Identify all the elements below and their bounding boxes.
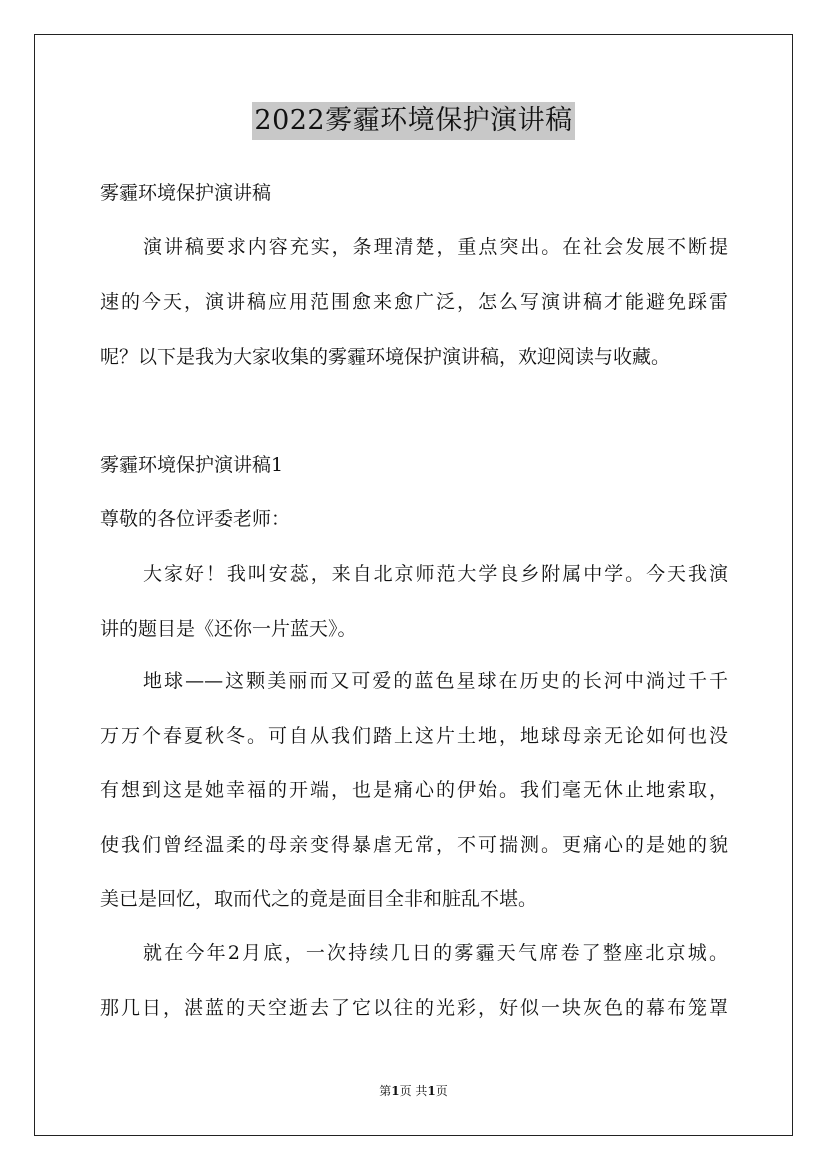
paragraph-line: 讲的题目是《还你一片蓝天》。 — [100, 618, 357, 640]
title-container — [0, 102, 827, 140]
page-footer — [0, 1083, 827, 1099]
paragraph-line: 演讲稿要求内容充实，条理清楚，重点突出。在社会发展不断提 — [143, 236, 728, 258]
salutation: 尊敬的各位评委老师： — [100, 508, 291, 530]
paragraph-line: 那几日，湛蓝的天空逝去了它以往的光彩，好似一块灰色的幕布笼罩 — [100, 997, 728, 1019]
section-heading-speech-1: 雾霾环境保护演讲稿1 — [100, 454, 284, 476]
paragraph-line: 万万个春夏秋冬。可自从我们踏上这片土地，地球母亲无论如何也没 — [100, 725, 728, 747]
paragraph-line: 美已是回忆，取而代之的竟是面目全非和脏乱不堪。 — [100, 888, 538, 910]
paragraph-line: 使我们曾经温柔的母亲变得暴虐无常，不可揣测。更痛心的是她的貌 — [100, 834, 728, 856]
paragraph-line: 呢？以下是我为大家收集的雾霾环境保护演讲稿，欢迎阅读与收藏。 — [100, 346, 671, 368]
paragraph-line: 大家好！我叫安蕊，来自北京师范大学良乡附属中学。今天我演 — [143, 563, 728, 585]
paragraph-line: 就在今年2月底，一次持续几日的雾霾天气席卷了整座北京城。 — [143, 942, 728, 964]
paragraph-line: 地球——这颗美丽而又可爱的蓝色星球在历史的长河中淌过千千 — [143, 670, 728, 692]
section-heading-intro: 雾霾环境保护演讲稿 — [100, 182, 272, 204]
footer-suffix: 页 — [435, 1084, 448, 1098]
paragraph-line: 速的今天，演讲稿应用范围愈来愈广泛，怎么写演讲稿才能避免踩雷 — [100, 291, 728, 313]
footer-prefix: 第 — [379, 1084, 392, 1098]
footer-middle: 页 共 — [399, 1084, 428, 1098]
footer-total-pages: 1 — [427, 1084, 436, 1098]
paragraph-line: 有想到这是她幸福的开端，也是痛心的伊始。我们毫无休止地索取， — [100, 779, 728, 801]
document-title: 2022雾霾环境保护演讲稿 — [252, 102, 574, 140]
footer-page-number: 1 — [391, 1084, 400, 1098]
